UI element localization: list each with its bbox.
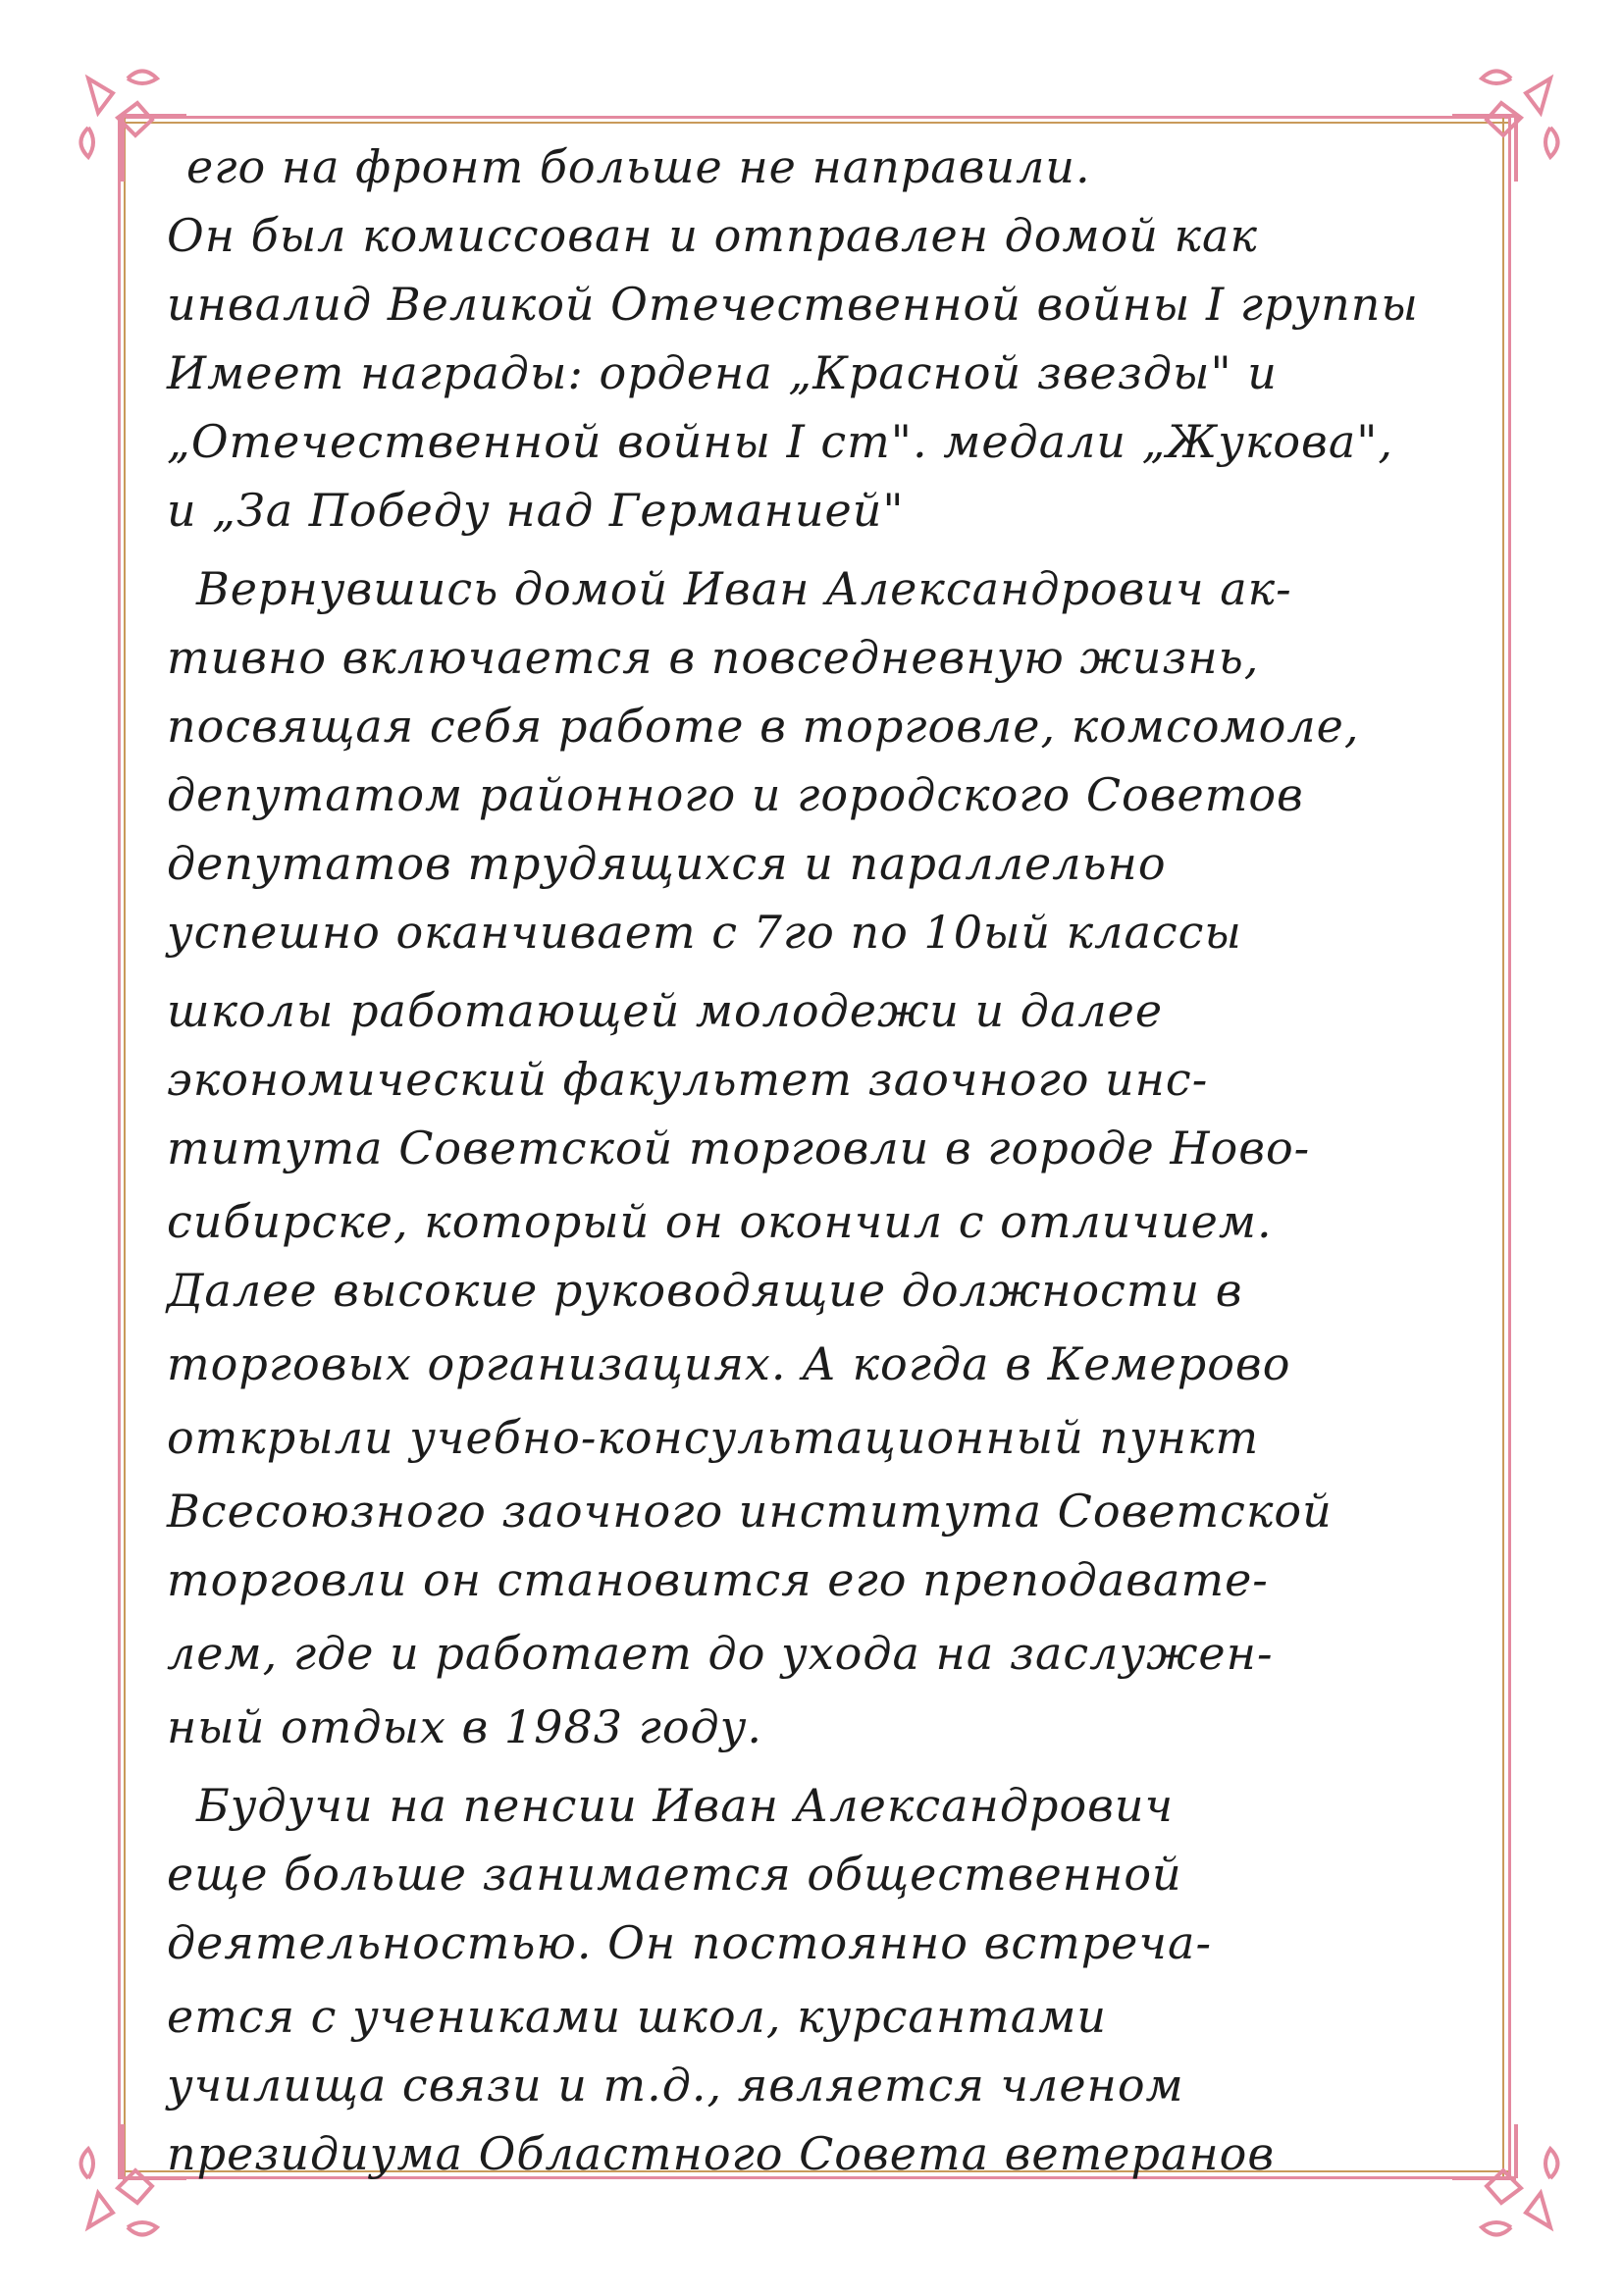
- text-line: Он был комиссован и отправлен домой как: [167, 209, 1258, 262]
- text-line: деятельностью. Он постоянно встреча-: [167, 1916, 1212, 1969]
- text-line: сибирске, который он окончил с отличием.: [167, 1195, 1273, 1248]
- text-line: тивно включается в повседневную жизнь,: [167, 631, 1260, 684]
- text-line: инвалид Великой Отечественной войны I группы: [167, 278, 1419, 331]
- text-line: Имеет награды: ордена „Красной звезды" и: [167, 346, 1278, 399]
- text-line: и „За Победу над Германией": [167, 484, 905, 537]
- text-line: депутатов трудящихся и параллельно: [167, 837, 1167, 890]
- text-line: еще больше занимается общественной: [167, 1848, 1182, 1901]
- text-line: титута Советской торговли в городе Ново-: [167, 1122, 1311, 1174]
- frame-top-line: [118, 116, 1511, 119]
- frame-left-line: [118, 116, 121, 2179]
- frame-right-inner-line: [1502, 116, 1504, 2179]
- text-line: Всесоюзного заочного института Советской: [167, 1485, 1333, 1538]
- corner-ornament-top-left: [69, 59, 196, 186]
- text-line: открыли учебно-консультационный пункт: [167, 1411, 1260, 1464]
- text-line: Будучи на пенсии Иван Александрович: [196, 1779, 1175, 1832]
- corner-ornament-top-right: [1442, 59, 1570, 186]
- text-line: училища связи и т.д., является членом: [167, 2059, 1184, 2112]
- text-line: ный отдых в 1983 году.: [167, 1700, 762, 1753]
- text-line: посвящая себя работе в торговле, комсомоле,: [167, 700, 1360, 753]
- corner-ornament-bottom-right: [1442, 2119, 1570, 2247]
- text-line: торговых организациях. А когда в Кемерово: [167, 1337, 1291, 1390]
- text-line: экономический факультет заочного инс-: [167, 1053, 1209, 1106]
- text-line: школы работающей молодежи и далее: [167, 984, 1164, 1037]
- frame-right-line: [1508, 116, 1511, 2179]
- text-line: „Отечественной войны I ст". медали „Жукова",: [167, 415, 1394, 468]
- text-line: торговли он становится его преподавате-: [167, 1553, 1269, 1606]
- text-line: успешно оканчивает с 7го по 10ый классы: [167, 906, 1242, 959]
- text-line: Далее высокие руководящие должности в: [167, 1264, 1243, 1317]
- text-line: Вернувшись домой Иван Александрович ак-: [196, 562, 1292, 615]
- text-line: его на фронт больше не направили.: [186, 140, 1091, 193]
- text-line: ется с учениками школ, курсантами: [167, 1990, 1107, 2043]
- text-line: депутатом районного и городского Советов: [167, 768, 1304, 821]
- frame-top-inner-line: [118, 122, 1511, 124]
- text-line: лем, где и работает до ухода на заслужен-: [167, 1627, 1274, 1680]
- text-line: президиума Областного Совета ветеранов: [167, 2127, 1276, 2180]
- frame-left-inner-line: [124, 116, 126, 2179]
